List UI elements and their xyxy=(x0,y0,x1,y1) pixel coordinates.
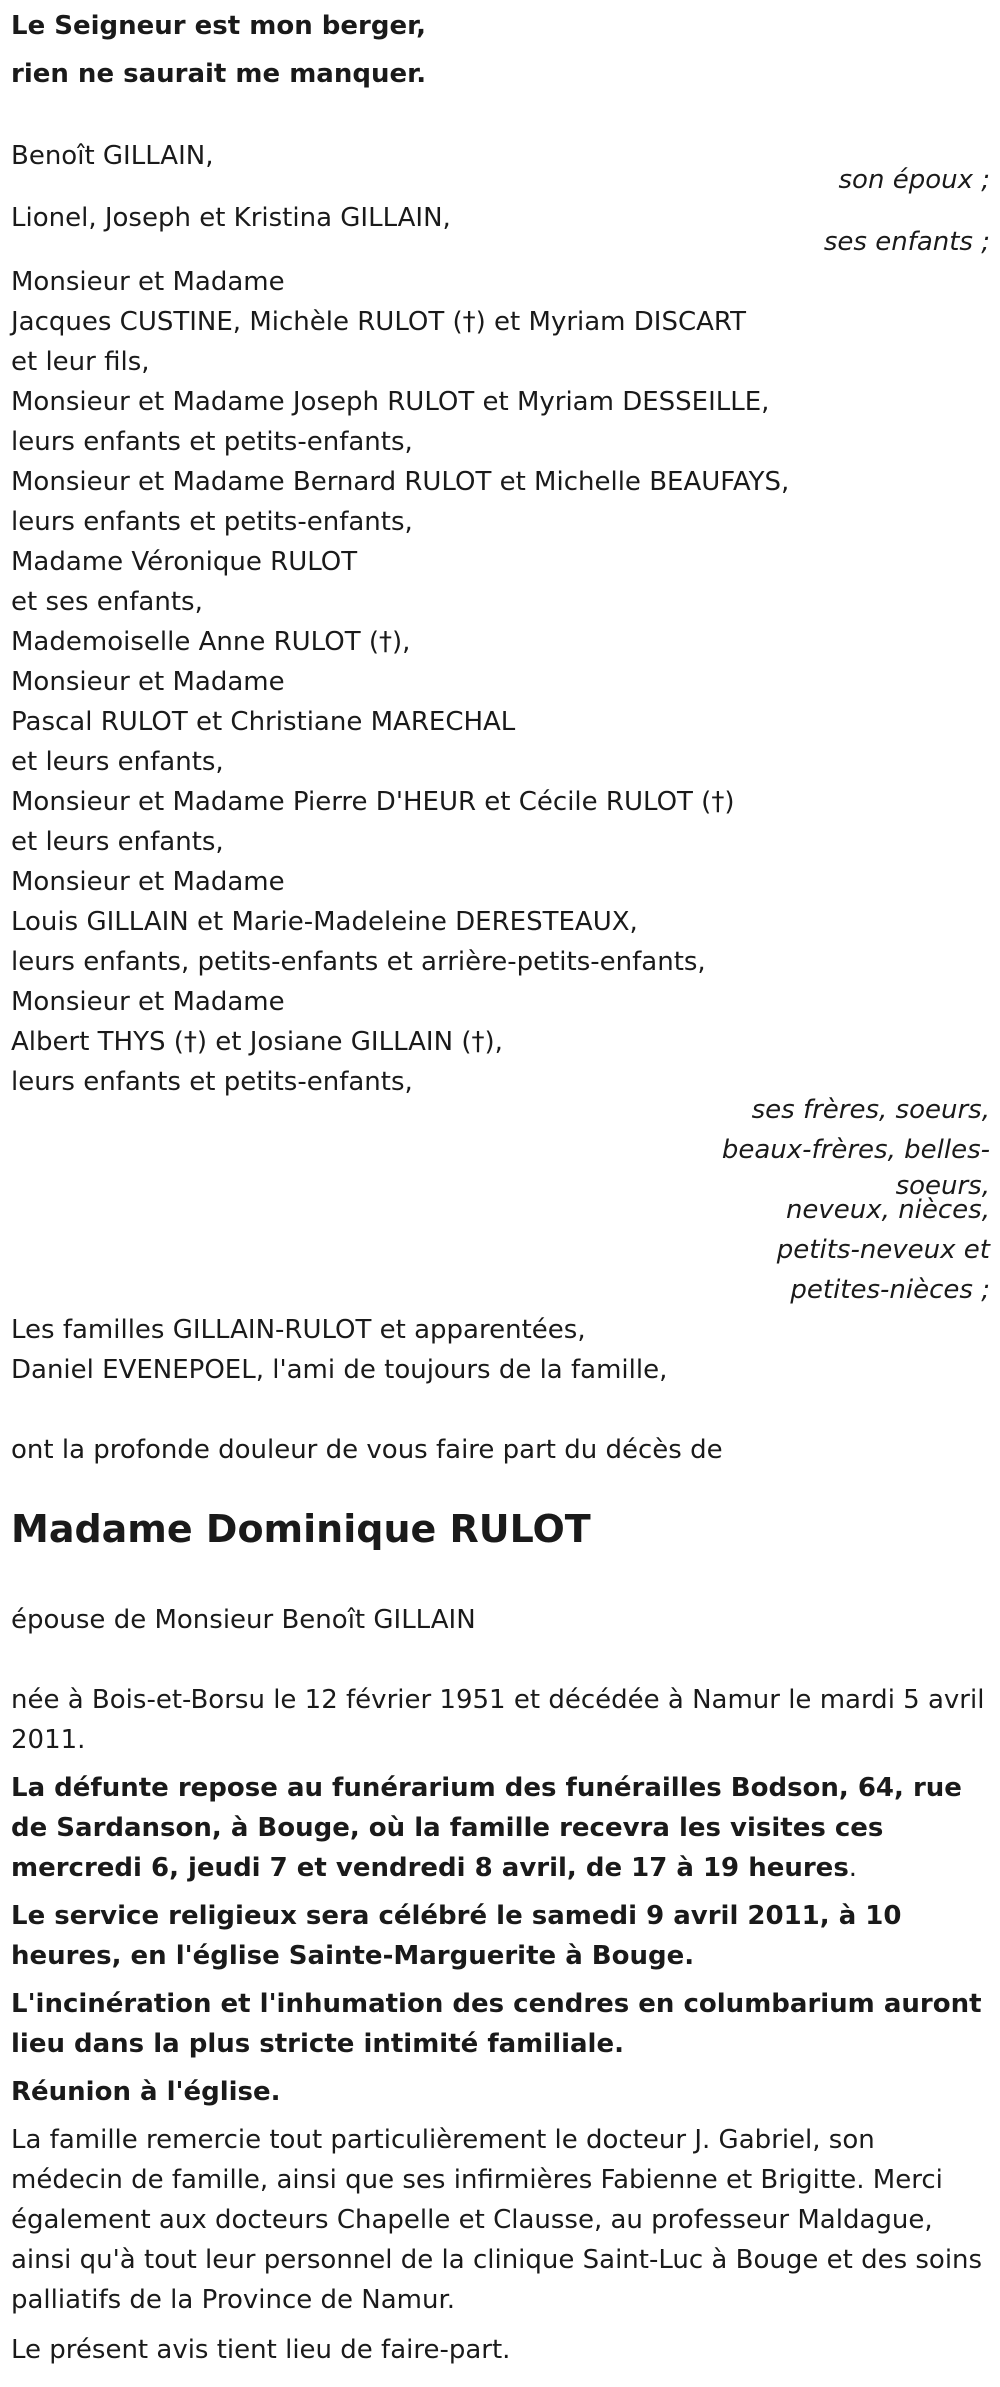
list-item: leurs enfants et petits-enfants, xyxy=(11,1067,413,1097)
spouse-name: Benoît GILLAIN, xyxy=(11,141,214,171)
siblings-role: petits-neveux et xyxy=(776,1235,990,1265)
list-item: Monsieur et Madame xyxy=(11,667,285,697)
list-item: et leur fils, xyxy=(11,347,150,377)
list-item: et leurs enfants, xyxy=(11,827,224,857)
list-item: Mademoiselle Anne RULOT (†), xyxy=(11,627,411,657)
siblings-role: petites-nièces ; xyxy=(790,1275,990,1305)
announcement: ont la profonde douleur de vous faire part du décès de xyxy=(11,1435,723,1465)
list-item: Daniel EVENEPOEL, l'ami de toujours de la famille, xyxy=(11,1355,668,1385)
deceased-spouse-line: épouse de Monsieur Benoît GILLAIN xyxy=(11,1605,476,1635)
list-item: Monsieur et Madame xyxy=(11,867,285,897)
list-item: leurs enfants, petits-enfants et arrière-petits-enfants, xyxy=(11,947,706,977)
epigraph-line: Le Seigneur est mon berger, xyxy=(11,11,426,41)
funerarium-text: La défunte repose au funérarium des funérailles Bodson, 64, rue de Sardanson, à Bouge, où la famille recevra les visites ces mercredi 6, jeudi 7 et vendredi 8 avril, de 17 à 19 heures xyxy=(11,1773,962,1883)
list-item: Les familles GILLAIN-RULOT et apparentées, xyxy=(11,1315,586,1345)
funerarium-info xyxy=(11,1768,993,1888)
other-relatives xyxy=(11,1310,667,1390)
epigraph-line: rien ne saurait me manquer. xyxy=(11,59,427,89)
siblings-role: ses frères, soeurs, xyxy=(751,1095,990,1125)
siblings-list xyxy=(11,262,789,1102)
list-item: Albert THYS (†) et Josiane GILLAIN (†), xyxy=(11,1027,503,1057)
service-info: Le service religieux sera célébré le samedi 9 avril 2011, à 10 heures, en l'église Sainte-Marguerite à Bouge. xyxy=(11,1901,902,1971)
cremation-info: L'incinération et l'inhumation des cendres en columbarium auront lieu dans la plus stricte intimité familiale. xyxy=(11,1989,982,2059)
list-item: Monsieur et Madame xyxy=(11,987,285,1017)
epigraph xyxy=(11,6,426,94)
thanks-paragraph: La famille remercie tout particulièrement le docteur J. Gabriel, son médecin de famille, ainsi que ses infirmières Fabienne et Brigitte. Merci également aux docteurs Chapelle et Clausse, au professeur Maldague, ainsi qu'à tout leur personnel de la clinique Saint-Luc à Bouge et des soins palliatifs de la Province de Namur. xyxy=(11,2125,983,2315)
list-item: et leurs enfants, xyxy=(11,747,224,777)
list-item: Madame Véronique RULOT xyxy=(11,547,358,577)
list-item: Monsieur et Madame xyxy=(11,267,285,297)
list-item: Louis GILLAIN et Marie-Madeleine DERESTEAUX, xyxy=(11,907,638,937)
funerarium-end: . xyxy=(848,1853,858,1883)
list-item: leurs enfants et petits-enfants, xyxy=(11,427,413,457)
list-item: Jacques CUSTINE, Michèle RULOT (†) et Myriam DISCART xyxy=(11,307,746,337)
siblings-role: neveux, nièces, xyxy=(785,1195,990,1225)
children-role: ses enfants ; xyxy=(823,227,990,257)
list-item: Monsieur et Madame Pierre D'HEUR et Cécile RULOT (†) xyxy=(11,787,735,817)
spouse-role: son époux ; xyxy=(838,165,990,195)
siblings-role: beaux-frères, belles- xyxy=(721,1135,990,1165)
siblings-role: soeurs, xyxy=(895,1171,990,1201)
list-item: Monsieur et Madame Joseph RULOT et Myriam DESSEILLE, xyxy=(11,387,770,417)
children-names: Lionel, Joseph et Kristina GILLAIN, xyxy=(11,203,451,233)
birth-death: née à Bois-et-Borsu le 12 février 1951 et décédée à Namur le mardi 5 avril 2011. xyxy=(11,1685,985,1755)
reunion-info: Réunion à l'église. xyxy=(11,2077,281,2107)
list-item: Pascal RULOT et Christiane MARECHAL xyxy=(11,707,516,737)
list-item: et ses enfants, xyxy=(11,587,203,617)
list-item: leurs enfants et petits-enfants, xyxy=(11,507,413,537)
notice: Le présent avis tient lieu de faire-part. xyxy=(11,2335,511,2365)
list-item: Monsieur et Madame Bernard RULOT et Michelle BEAUFAYS, xyxy=(11,467,790,497)
deceased-name: Madame Dominique RULOT xyxy=(11,1507,591,1551)
